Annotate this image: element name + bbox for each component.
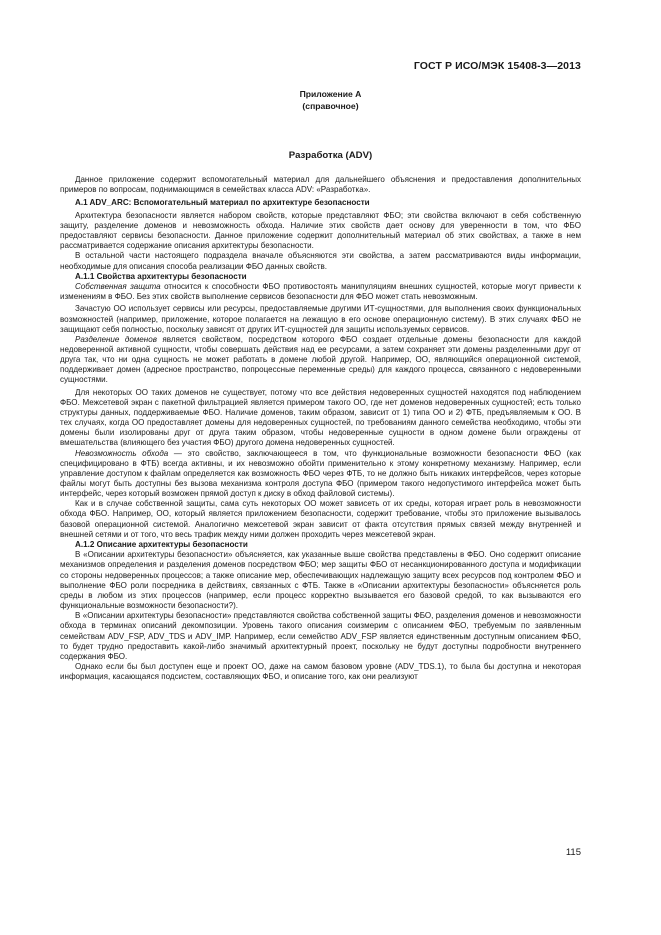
paragraph: В остальной части настоящего подраздела вначале объясняются эти свойства, а затем рассматриваются виды информации, необходимые для описания способа реализации ФБО данных свойств. [60, 251, 581, 271]
term-domain-separation: Разделение доменов [75, 334, 157, 344]
paragraph: Однако если бы был доступен еще и проект ОО, даже на самом базовом уровне (ADV_TDS.1), то была бы доступна и некоторая информация, касающаяся подсистем, составляющих ФБО, и описание того, как они реализуют [60, 661, 581, 682]
paragraph [60, 282, 581, 302]
paragraph [60, 335, 581, 386]
paragraph-text: относится к способности ФБО противостоять манипуляциям внешних сущностей, которые могут привести к изменениям в ФБО. Без этих свойств выполнение сервисов безопасности для ФБО может стать невозможным. [60, 282, 581, 302]
appendix-title: Разработка (ADV) [288, 150, 373, 161]
section-a12-heading: A.1.2 Описание архитектуры безопасности [75, 539, 248, 549]
paragraph-text: — это свойство, заключающееся в том, что функциональные возможности безопасности ФБО (как специфицировано в ФТБ) всегда активны, и их невозможно обойти применительно к этому конкретному механизму. Например, если управление доступом к файлам определяется как возможность ФБО через ФТБ, то не должно быть никаких интерфейсов, через которые файлы могут быть доступны без вызова механизма контроля доступа ФБО (примером такого недопустимого интерфейса может быть интерфейс, через который возможен прямой доступ к диску в обход файловой системы). [60, 448, 582, 499]
paragraph: Как и в случае собственной защиты, сама суть некоторых ОО может зависеть от их среды, которая играет роль в невозможности обхода ФБО. Например, ОО, который является приложением безопасности, содержит требование, чтобы это приложение вызывалось базовой операционной системой. Аналогично межсетевой экран зависит от факта отсутствия прямых связей между внутренней и внешней сетями и от того, что весь трафик между ними должен проходить через межсетевой экран. [60, 499, 581, 539]
page-number: 115 [565, 847, 581, 858]
appendix-type: (справочное) [302, 101, 359, 111]
term-non-bypassability: Невозможность обхода [75, 448, 169, 458]
section-a11-heading: A.1.1 Свойства архитектуры безопасности [75, 271, 247, 281]
term-self-protection: Собственная защита [75, 282, 161, 292]
paragraph: В «Описании архитектуры безопасности» объясняется, как указанные выше свойства представлены в ФБО. Оно содержит описание механизмов определения и разделения доменов посредством ФБО; мер защиты ФБО от несанкционированного доступа и модификации со стороны недоверенных процессов; а также описание мер, обеспечивающих надлежащую защиту всех ресурсов под контролем ФБО и выполнение ФБО роли посредника в действиях, связанных с ФТБ. Также в «Описании архитектуры безопасности» объясняется роль среды в любом из этих процессов (например, если процесс корректно вызывается его базовой средой, то как вызываются его функциональные возможности безопасности?). [60, 550, 581, 611]
intro-paragraph: Данное приложение содержит вспомогательный материал для дальнейшего объяснения и предоставления дополнительных примеров по вопросам, поднимающимся в семействах класса ADV: «Разработка». [60, 175, 581, 195]
standard-code: ГОСТ Р ИСО/МЭК 15408-3—2013 [413, 60, 581, 72]
paragraph-text: является свойством, посредством которого ФБО создает отдельные домены безопасности для каждой недоверенной активной сущности, чтобы совершать действия над ее ресурсами, а затем сохраняет эти домены разделенными друг от друга так, что ни одна сущность не может работать в домене любой другой. Например, ОО, являющийся операционной системой, поддерживает домен (адресное пространство, попроцессные переменные среды) для каждого процесса, связанного с недоверенными сущностями. [60, 334, 581, 385]
appendix-heading [0, 88, 661, 112]
appendix-label: Приложение А [299, 89, 362, 99]
section-a1-heading: A.1 ADV_ARC: Вспомогательный материал по архитектуре безопасности [75, 198, 370, 208]
document-body [60, 175, 581, 682]
paragraph [60, 449, 581, 500]
paragraph: Зачастую ОО использует сервисы или ресурсы, предоставляемые другими ИТ-сущностями, для выполнения своих функциональных возможностей (например, приложение, которое полагается на лежащую в его основе операционную систему). В этих случаях ФБО не защищают себя полностью, поскольку зависят от других ИТ-сущностей для защиты используемых сервисов. [60, 304, 581, 334]
paragraph: В «Описании архитектуры безопасности» представляются свойства собственной защиты ФБО, разделения доменов и невозможности обхода в терминах описаний декомпозиции. Уровень такого описания соизмерим с описанием ФБО, требуемым по заявленным семействам ADV_FSP, ADV_TDS и ADV_IMP. Например, если семейство ADV_FSP является единственным доступным описанием ФБО, то будет трудно предоставить какой-либо значимый архитектурный проект, поскольку не будут доступны подробности внутреннего содержания ФБО. [60, 611, 581, 661]
paragraph: Для некоторых ОО таких доменов не существует, потому что все действия недоверенных сущностей находятся под наблюдением ФБО. Межсетевой экран с пакетной фильтрацией является примером такого ОО, где нет доменов недоверенных сущностей; есть только структуры данных, поддерживаемые ФБО. Наличие доменов, таким образом, зависит от 1) типа ОО и 2) ФТБ, предъявляемым к ОО. В тех случаях, когда ОО предоставляет домены для недоверенных сущностей, по требованиям данного семейства необходимо, чтобы эти домены были изолированы друг от друга таким образом, чтобы недоверенные сущности в одном домене были ограждены от вмешательства (влияющего без участия ФБО) другого домена недоверенных сущностей. [60, 387, 581, 448]
paragraph: Архитектура безопасности является набором свойств, которые представляют ФБО; эти свойства включают в себя собственную защиту, разделение доменов и невозможность обхода. Наличие этих свойств дает основу для уверенности в том, что ФБО предоставляют сервисы безопасности. Данное приложение содержит дополнительный материал об этих свойствах, а также в нем рассматривается содержание описания архитектуры безопасности. [60, 210, 581, 251]
